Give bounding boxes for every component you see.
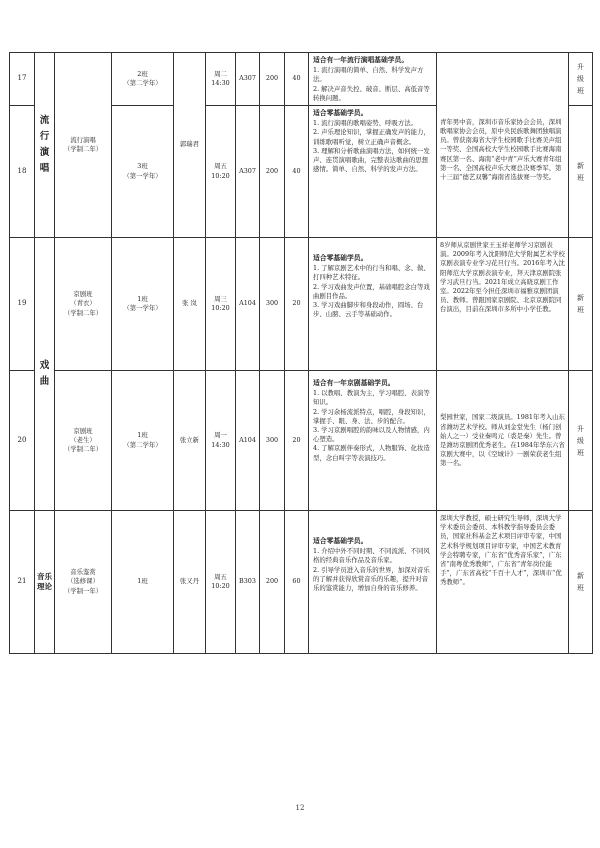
schedule-cell: 周五 10:20 — [206, 511, 236, 654]
fee-cell: 300 — [260, 371, 285, 511]
teacher-cell: 张立新 — [174, 371, 206, 511]
description-cell: 适合零基础学员。 1. 介绍中外不同时期、不同流派、不同风格的经典音乐作品及音乐家。 2. 引导学员进入音乐的世界，加深对音乐的了解并获得欣赏音乐的乐趣，提升对音乐的鉴赏能力，增加自身的音乐修养。 — [309, 511, 437, 654]
teacher-cell: 张 岚 — [174, 238, 206, 371]
quota-cell: 40 — [285, 53, 309, 106]
quota-cell: 20 — [285, 371, 309, 511]
quota-cell: 20 — [285, 238, 309, 371]
teacher-cell: 张又丹 — [174, 511, 206, 654]
category-opera: 戏 曲 — [35, 238, 55, 511]
table-row — [10, 511, 593, 654]
status-badge: 升 级 班 — [569, 371, 593, 511]
status-badge: 升 级 班 — [569, 53, 593, 106]
teacher-bio: 深圳大学教授，硕士研究生导师，深圳大学学术委员会委员、本科教学指导委员会委员，国家社科基金艺术项目评审专家，中国艺术科学规划项目评审专家，中国艺术教育学会特聘专家，广东省“优秀音乐家”，广东省“南粤优秀教师”，广东省“青年岗位能手”，广东省高校“千百十人才”，深圳市“优秀教师”。 — [437, 511, 569, 654]
fee-cell: 200 — [260, 106, 285, 238]
row-number: 20 — [10, 371, 35, 511]
room-cell: B303 — [236, 511, 260, 654]
course-name-cell: 京剧班 （老生） （学制二年） — [55, 371, 112, 511]
class-cell: 1班 — [112, 511, 174, 654]
room-cell: A104 — [236, 371, 260, 511]
course-name-pop: 流行演唱 （学制二年） — [55, 53, 112, 238]
category-pop: 流 行 演 唱 — [35, 53, 55, 238]
row-number: 17 — [10, 53, 35, 106]
fee-cell: 200 — [260, 511, 285, 654]
schedule-cell: 周五 10:20 — [206, 106, 236, 238]
status-badge: 新 班 — [569, 511, 593, 654]
fee-cell: 300 — [260, 238, 285, 371]
status-badge: 新 班 — [569, 238, 593, 371]
description-cell: 适合有一年流行演唱基础学员。 1. 流行演唱的简单、自然、科学发声方法。 2. 解决声音失控、破音、断层、高低音等转换问题。 — [309, 53, 437, 106]
page-number: 12 — [295, 804, 305, 812]
status-badge: 新 班 — [569, 106, 593, 238]
room-cell: A307 — [236, 106, 260, 238]
table-row — [10, 371, 593, 511]
quota-cell: 60 — [285, 511, 309, 654]
class-cell: 3班 （第一学年） — [112, 106, 174, 238]
table-row — [10, 238, 593, 371]
class-cell: 1班 （第二学年） — [112, 371, 174, 511]
schedule-cell: 周二 14:30 — [206, 53, 236, 106]
class-cell: 2班 （第二学年） — [112, 53, 174, 106]
row-number: 21 — [10, 511, 35, 654]
fee-cell: 200 — [260, 53, 285, 106]
row-number: 18 — [10, 106, 35, 238]
table-row — [10, 53, 593, 106]
class-cell: 1班 （第一学年） — [112, 238, 174, 371]
room-cell: A307 — [236, 53, 260, 106]
quota-cell: 40 — [285, 106, 309, 238]
category-music-theory: 音乐 理论 — [35, 511, 55, 654]
description-cell: 适合零基础学员。 1. 流行演唱的歌唱姿势、呼吸方法。 2. 声乐理论知识，掌握正确发声的能力，训练歌唱听觉，树立正确声音概念。 3. 理解和分析歌曲演唱方法，如何统一发声、连贯演唱歌曲，完整表达歌曲的思想感情。简单、自然、科学的发声方法。 — [309, 106, 437, 238]
schedule-cell: 周一 14:30 — [206, 371, 236, 511]
description-cell: 适合零基础学员。 1. 了解京剧艺术中的行当和唱、念、做、打四种艺术特征。 2. 学习戏曲发声位置，基础唱腔念白等戏曲剧目作品。 3. 学习戏曲脚步和身段动作，圆场、台步、山膀、云手等基础动作。 — [309, 238, 437, 371]
schedule-cell: 周三 10:20 — [206, 238, 236, 371]
teacher-bio-pop: 青年男中音，深圳市音乐家协会会员，深圳歌唱家协会会员，原中央民族歌舞团独唱演员。曾获南海省大学生校园歌手比赛美声组一等奖、全国高校大学生校园歌手比赛海南赛区第一名、海南“老中青”声乐大赛青年组第一名、全国高校声乐大赛总决赛季军、第十三届“德艺双馨”海南省选拔赛一等奖。 — [437, 53, 569, 238]
room-cell: A104 — [236, 238, 260, 371]
teacher-bio: 梨园世家，国家二级演员。1981年考入山东省潍坊艺术学校。师从刘金堂先生（杨门创始人之一）受业秦鸣元（裘是秦）先生。曾是潍坊京剧团优秀老生。在1984年华东六省京剧大赛中，以《空城计》一剧荣获老生组第一名。 — [437, 371, 569, 511]
row-number: 19 — [10, 238, 35, 371]
course-table — [9, 52, 593, 654]
teacher-bio: 8岁师从京剧世家王玉祥老师学习京剧表演。2009年考入沈阳师范大学附属艺术学校京剧表演专业学习花旦行当。2016年考入沈阳师范大学京剧表演专业，拜天津京剧院张学习武旦行当。2021年成立高晓京剧工作室。2022年至今担任深圳市福雅京剧团演员、教师。曾跟国家京剧院、北京京剧院同台演出，目前在深圳市多所中小学任教。 — [437, 238, 569, 371]
description-cell: 适合有一年京剧基础学员。 1. 以教唱、教演为主，学习唱腔、表演等知识。 2. 学习余杨流派特点，唱腔，身段知识，掌握手、眼、身、法、步的配合。 3. 学习京剧唱腔的韵味以及人物情感，内心塑造。 4. 了解京剧伴奏形式，人物服饰、化妆造型，念白叫字等表演技巧。 — [309, 371, 437, 511]
course-name-cell: 京剧班 （青衣） （学制二年） — [55, 238, 112, 371]
teacher-pop: 郭瑞君 — [174, 53, 206, 238]
course-name-cell: 音乐鉴赏 （选修课） （学制一年） — [55, 511, 112, 654]
